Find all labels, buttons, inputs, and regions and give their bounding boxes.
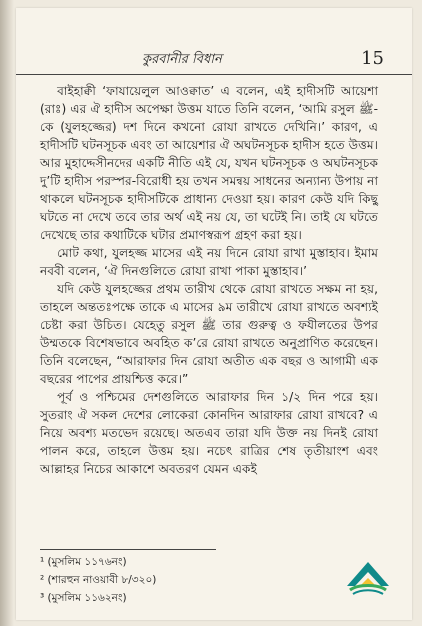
publisher-logo-icon bbox=[344, 556, 392, 598]
page-gutter-shadow bbox=[0, 0, 14, 626]
paragraph-1: বাইহাক্বী ‘ফাযায়েলুল আওক্বাত’ এ বলেন, এই হাদীসটি আয়েশা (রাঃ) এর ঐ হাদীস অপেক্ষা উত্তম যাতে তিনি বলেন, ‘আমি রসুল ﷺ-কে (যুলহজ্জের) দশ দিনে কখনো রোযা রাখতে দেখিনি।’ কারণ, এ হাদীসটি ঘটনসূচক এবং তা আয়েশার ঐ অঘটনসূচক হাদীস হতে উত্তম। আর মুহাদ্দেসীনদের একটি নীতি এই যে, যখন ঘটনসূচক ও অঘটনসূচক দু’টি হাদীস পরস্পর-বিরোধী হয় তখন সমন্বয় সাধনের অন্যান্য উপায় না থাকলে ঘটনসূচক হাদীসটিকে প্রাধান্য দেওয়া হয়। কারণ কেউ যদি কিছু ঘটতে না দেখে তবে তার অর্থ এই নয় যে, তা ঘটেই নি। তাই যে ঘটতে দেখেছে তার কথাটিকে ঘটার প্রমাণস্বরূপ গ্রহণ করা হয়। bbox=[40, 84, 378, 242]
body-text bbox=[40, 82, 378, 478]
book-page bbox=[16, 8, 412, 620]
footnotes bbox=[40, 553, 156, 607]
running-title: কুরবানীর বিধান bbox=[142, 52, 222, 67]
page-number: 15 bbox=[361, 48, 384, 69]
page-header bbox=[16, 48, 412, 75]
footnote-1: ¹ (মুসলিম ১১৭৬নং) bbox=[40, 556, 127, 568]
footnote-3: ³ (মুসলিম ১১৬২নং) bbox=[40, 592, 127, 604]
footnote-2: ² (শারহুন নাওয়াবী ৮/৩২০) bbox=[40, 574, 157, 586]
paragraph-2: মোট কথা, যুলহজ্জ মাসের এই নয় দিনে রোযা রাখা মুস্তাহাব। ইমাম নববী বলেন, ‘ঐ দিনগুলিতে রোযা রাখা পাকা মুস্তাহাব।’ bbox=[40, 246, 378, 278]
paragraph-4: পূর্ব ও পশ্চিমের দেশগুলিতে আরাফার দিন ১/২ দিন পরে হয়। সুতরাং ঐ সকল দেশের লোকেরা কোনদিন আরাফার রোযা রাখবে? এ নিয়ে অবশ্য মতভেদ রয়েছে। অতএব তারা যদি উক্ত নয় দিনই রোযা পালন করে, তাহলে উত্তম হয়। নচেৎ রাত্রির শেষ তৃতীয়াংশ এবং আল্লাহর নিচের আকাশে অবতরণ যেমন একই bbox=[40, 390, 378, 476]
footnote-divider bbox=[40, 549, 216, 550]
paragraph-3: যদি কেউ যুলহজ্জের প্রথম তারীখ থেকে রোযা রাখতে সক্ষম না হয়, তাহলে অন্ততঃপক্ষে তাকে এ মাসের ৯ম তারীখে রোযা রাখতে অবশ্যই চেষ্টা করা উচিত। যেহেতু রসুল ﷺ তার গুরুত্ব ও ফযীলতের উপর উম্মতকে বিশেষভাবে অবহিত ক’রে রোযা রাখতে অনুপ্রাণিত করেছেন। তিনি বলেছেন, “আরাফার দিন রোযা অতীত এক বছর ও আগামী এক বছরের পাপের প্রায়শ্চিত্ত করে।” bbox=[40, 282, 378, 386]
